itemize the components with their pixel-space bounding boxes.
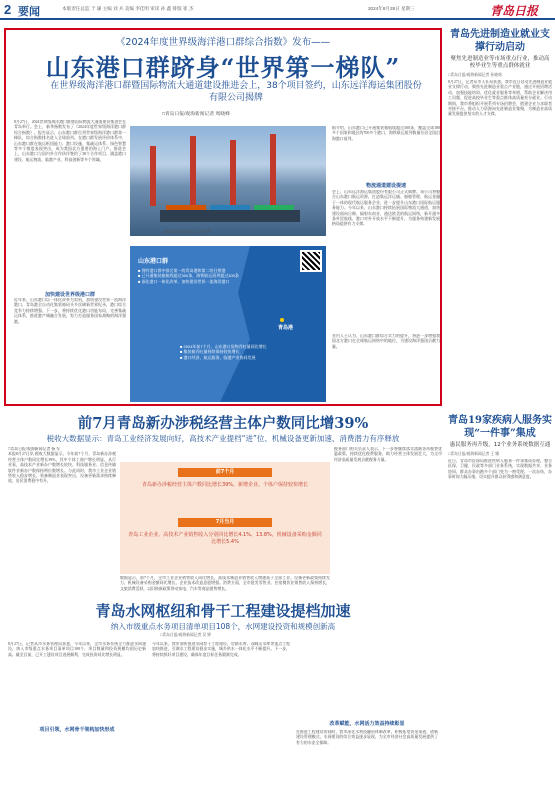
photo-caption: ■青岛港自动化码头 记者 摄 xyxy=(164,230,211,234)
map-bullet: ■ 2024年前7个月，山东港口货物吞吐量同比增长 xyxy=(180,344,267,349)
editors-line: 本版责任总监 于 谦 主编 刘 兵 美编 李佳明 审读 孙 鑫 排版 崔 杰 xyxy=(62,6,194,11)
sidebar-body-1: 8月27日，记者从市人社局获悉，我市近日启动先进制造业就业支撑行动，聚焦先进制造业重点产业链，通过开展招聘活动、加强技能培训、优化就业服务等举措，帮助企业解决用工问题，促进高校毕业生等重点群体高质量充分就业。行动期间，我市将组织开展系列专场招聘会，搭建企业与求职者对接平台，推动人力资源向先进制造业集聚，为制造业高质量发展提供坚实的人才支撑。 xyxy=(448,80,552,117)
water-byline: □青岛日报/观海新闻记者 吴 婷 xyxy=(160,633,212,637)
issue-date: 2024年8月28日 星期三 xyxy=(368,6,415,11)
sidebar-subhead-1: 聚焦先进制造业等市场重点行业，推动高校毕业生等重点群体就业 xyxy=(450,56,550,69)
water-subhead: 纳入市级重点水务项目清单项目108个，水网建设投资和规模创新高 xyxy=(110,622,336,631)
map-title: 山东港口群 xyxy=(138,258,169,265)
map-city-label: 青岛港 xyxy=(278,325,294,331)
crane-shape xyxy=(270,134,276,206)
crane-shape xyxy=(230,140,236,206)
water-body-col2: 今年以来，我市加快推进水网骨干工程建设，官路水库、双峰山水库等重点工程加快推进，引调水工程建设稳步实施，城乡供水一体化水平不断提升。下一步，将持续抓好项目建设，确保年度目标任务圆满完成。 xyxy=(152,642,290,657)
infographic-map xyxy=(130,246,326,402)
newspaper-logo: 青岛日报 xyxy=(490,4,539,18)
tax-body-col2: 数据显示，前7个月，全市工业企业销售收入同比增长，高技术制造业销售收入增速高于全部工业。设备更新政策持续发力，机械设备采购金额同比增长，企业技术改造意愿增强。消费方面，全市批发零售业、住宿餐饮业销售收入保持增长，文旅消费活跃，以旧换新政策带动家电、汽车等商品销售增长。 xyxy=(120,576,330,591)
section-name: 要闻 xyxy=(18,6,40,18)
tax-box-text-1: 青岛新办涉税经营主体户数同比增长39%，新增企业、个体户保持较快增长 xyxy=(141,482,309,488)
tax-highlight-box xyxy=(120,462,330,574)
masthead xyxy=(0,0,555,20)
water-body-col3: 在推进工程建设的同时，我市深化水利投融资体制改革，积极拓宽资金渠道，创新建设管理模式，水网建设的综合效益逐步显现，为全市经济社会高质量发展提供了有力的水安全保障。 xyxy=(296,730,438,745)
lead-subtitle-2: 物流通道建设提速 xyxy=(365,183,406,189)
map-bullets-2 xyxy=(180,344,320,360)
sidebar-subhead-2: 惠民服务再升级，12个业务系统数据互通 xyxy=(449,442,551,448)
lead-body-right: 会上，山东远洋海运集团股份有限公司正式揭牌。该公司将整合山东港口航运资源，打造集远洋运输、船舶管理、航运金融于一体的现代航运服务企业，进一步提升山东港口国际航运服务能力。今年以来，山东港口持续拓展国际物流大通道，加快建设面向日韩、辐射东南亚、通达欧美的航运网络，新开通多条外贸航线，港口对外开放水平不断提升，为服务构建新发展格局提供有力支撑。 xyxy=(332,190,440,227)
container-stack xyxy=(210,205,250,210)
port-photo xyxy=(130,126,326,236)
container-stack xyxy=(166,205,206,210)
water-body-col1: 8月27日，记者从市水务管理局获悉，今年以来，全市水务系统全力推进水网建设，纳入市级重点水务项目清单项目108个，项目数量和投资规模均创历史新高。截至目前，已开工建设项目进展顺利，完成投资同比增长明显。 xyxy=(8,642,146,657)
page-number: 2 xyxy=(4,2,12,17)
lead-byline: □青岛日报/观海新闻记者 周晓峰 xyxy=(162,112,230,117)
water-section-title-2: 改革赋能，水网活力效益持续彰显 xyxy=(329,721,405,727)
tax-box-text-2: 青岛工业企业、高技术产业销售收入分别同比增长4.1%、13.8%，机械设备采购金额同比增长5.4% xyxy=(128,532,322,545)
map-bullet: ■ 集装箱吞吐量持续保持较快增长 xyxy=(180,349,240,355)
lead-story xyxy=(4,28,442,406)
tax-box-head-2: 7月当月 xyxy=(178,518,272,527)
sidebar-headline-2[interactable]: 青岛19家疾病人服务实现“一件事”集成 xyxy=(448,415,552,439)
tax-box-head-1: 前7个月 xyxy=(178,468,272,477)
lead-kicker: 《2024年度世界级海洋港口群综合指数》发布—— xyxy=(115,37,331,48)
tax-byline-text: □青岛日报/观海新闻记者 杨 军 xyxy=(8,447,61,451)
sidebar-column xyxy=(448,28,552,759)
sidebar-byline-2: □青岛日报/观海新闻记者 王 娜 xyxy=(448,452,500,456)
sidebar-body-2: 近日，青岛市医保局推进疾病人服务一件事集成办理，整合医保、卫健、民政等多部门业务系统，实现数据共享、业务协同，群众办事由跑多个部门变为一窗受理、一次办结，办事时间大幅压缩，切实提升群众获得感和满意度。 xyxy=(448,459,552,480)
map-bullet: ■ 已开通集装箱航线超过300条，海铁联运班列超过100条 xyxy=(138,273,239,279)
lead-body-right-top: 据介绍，山东港口已开通集装箱航线超过300条，覆盖全球180多个国家和地区的700多个港口，海铁联运班列数量位居全国沿海港口前列。 xyxy=(332,126,440,141)
lead-subhead: 在世界级海洋港口群暨国际物流大通道建设推进会上，38个项目签约，山东远洋海运集团股份有限公司揭牌 xyxy=(50,81,422,103)
tax-headline[interactable]: 前7月青岛新办涉税经营主体户数同比增39% xyxy=(77,415,369,432)
map-pin-icon xyxy=(280,318,284,322)
sidebar-byline-1: □青岛日报/观海新闻记者 孙晓萌 xyxy=(448,73,502,77)
sidebar-headline-1[interactable]: 青岛先进制造业就业支撑行动启动 xyxy=(450,29,550,53)
map-bullet: ■ 深化港口一体化改革，加快建设世界一流海洋港口 xyxy=(138,278,230,284)
tax-byline xyxy=(8,447,116,589)
qr-code-icon[interactable] xyxy=(300,250,322,272)
tax-body-col3: 税务部门相关负责人表示，下一步将继续落实落细各项税费优惠政策，持续优化税费服务，助力经营主体发展壮大，为全市经济高质量发展贡献税务力量。 xyxy=(334,447,442,462)
lead-body-col1b: 近年来，山东港口以一体化改革为契机，加快建设世界一流海洋港口，青岛港全自动化集装箱码头多次刷新世界纪录，港口综合竞争力持续增强。下一步，将持续优化港口功能布局，完善集疏运体系，推进港产城融合发展，努力打造服务国家战略的海洋强港。 xyxy=(14,298,126,324)
tax-subhead: 税收大数据显示：青岛工业经济发展向好，高技术产业提档“进”位、机械设备更新加速、消费潜力有序释放 xyxy=(46,434,400,443)
lead-body-col1: 8月27日，2024世界级海洋港口群暨国际物流大通道建设推进会在青岛举行。会上，新华指数发布了《2024年度世界级海洋港口群综合指数》。报告显示，山东港口群位列世界级海洋港口群第一梯队，综合指数排名进入全球前列。在港口群发展评价体系中，山东港口群在航运枢纽能力、港口设施、集疏运体系、绿色智慧等多个维度表现突出，成为我国北方重要的海上门户。推进会上，山东港口与国内外合作伙伴签约了38个合作项目，涵盖港口建设、航运物流、临港产业、科技创新等多个领域。 xyxy=(14,120,126,162)
lead-subtitle-1: 加快建设世界级港口群 xyxy=(44,292,95,298)
water-headline[interactable]: 青岛水网枢纽和骨干工程建设提档加速 xyxy=(95,602,351,620)
tax-body-col1: 本报8月27日讯 税收大数据显示，今年前7个月，青岛新办涉税经营主体户数同比增长39%，其中个体工商户增长明显。从行业看，高技术产业新办户数增长较快，科技服务业、信息传输软件业新办户数保持两位数增长。与此同时，我市工业企业销售收入稳步增长，装备制造业表现突出，设备更新需求持续释放，居民消费稳中有升。 xyxy=(8,452,116,484)
lead-headline[interactable]: 山东港口群跻身“世界第一梯队” xyxy=(45,53,401,82)
container-stack xyxy=(254,205,294,210)
map-bullets xyxy=(138,268,278,284)
map-bullet: ■ 拥有港口群中排名第一的青岛港和第二的日照港 xyxy=(138,268,226,273)
crane-shape xyxy=(190,136,196,206)
crane-shape xyxy=(150,146,156,206)
map-bullet: ■ 港口经济、航运服务、临港产业协同发展 xyxy=(180,354,256,360)
water-section-title-1: 项目引领，水网骨干架构加快形成 xyxy=(39,727,115,733)
lead-body-end: 业内人士认为，山东港口群综合实力的提升，将进一步增强我国北方港口在全球航运网络中的地位，为建设海洋强国贡献力量。 xyxy=(332,334,440,349)
ship-shape xyxy=(160,210,300,222)
